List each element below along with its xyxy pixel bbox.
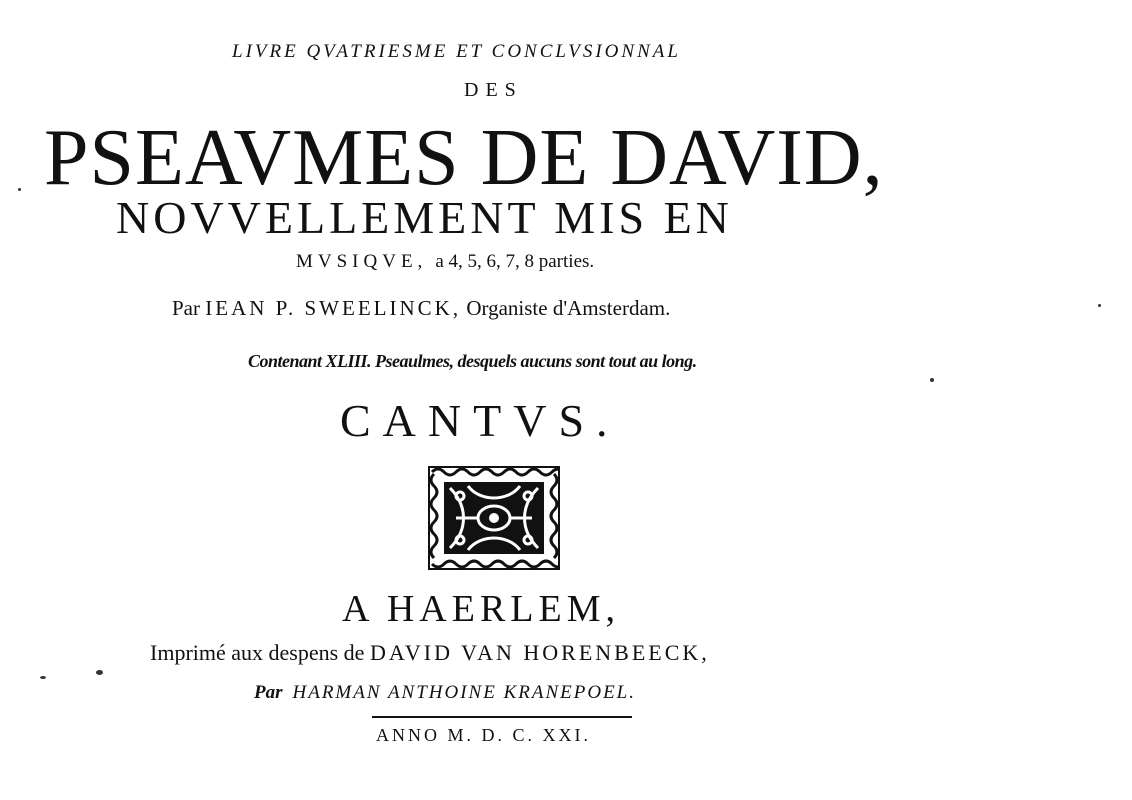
printer-line: [254, 683, 636, 702]
printers-ornament-icon: [428, 466, 560, 570]
printer-name: HARMAN ANTHOINE KRANEPOEL.: [292, 682, 637, 703]
publisher-line: [150, 642, 710, 664]
author-name: IEAN P. SWEELINCK,: [205, 296, 462, 320]
des-line: DES: [464, 79, 523, 101]
main-title: PSEAVMES DE DAVID,: [44, 114, 884, 202]
printer-prefix: Par: [254, 682, 283, 703]
ink-speck: [40, 676, 46, 679]
author-line: [172, 298, 670, 319]
publisher-name: DAVID VAN HORENBEECK,: [369, 640, 710, 665]
subtitle-line: NOVVELLEMENT MIS EN: [116, 192, 733, 243]
voice-part-title: CANTVS.: [340, 395, 620, 446]
ink-speck: [18, 188, 21, 191]
author-role: Organiste d'Amsterdam.: [466, 296, 671, 320]
contents-line: Contenant XLIII. Pseaulmes, desquels aucuns sont tout au long.: [248, 351, 697, 371]
imprint-place: A HAERLEM,: [342, 588, 620, 630]
divider-rule: [372, 716, 632, 718]
printed-prefix: Imprimé aux despens de: [150, 640, 365, 665]
parts-line: [296, 252, 594, 271]
ink-speck: [1098, 304, 1101, 307]
author-prefix: Par: [172, 296, 200, 320]
ink-speck: [96, 670, 103, 675]
publication-year: ANNO M. D. C. XXI.: [376, 725, 591, 745]
parts-count: a 4, 5, 6, 7, 8 parties.: [435, 251, 595, 272]
musique-word: MVSIQVE,: [296, 251, 428, 272]
ink-speck: [930, 378, 934, 382]
book-heading: LIVRE QVATRIESME ET CONCLVSIONNAL: [232, 41, 681, 62]
